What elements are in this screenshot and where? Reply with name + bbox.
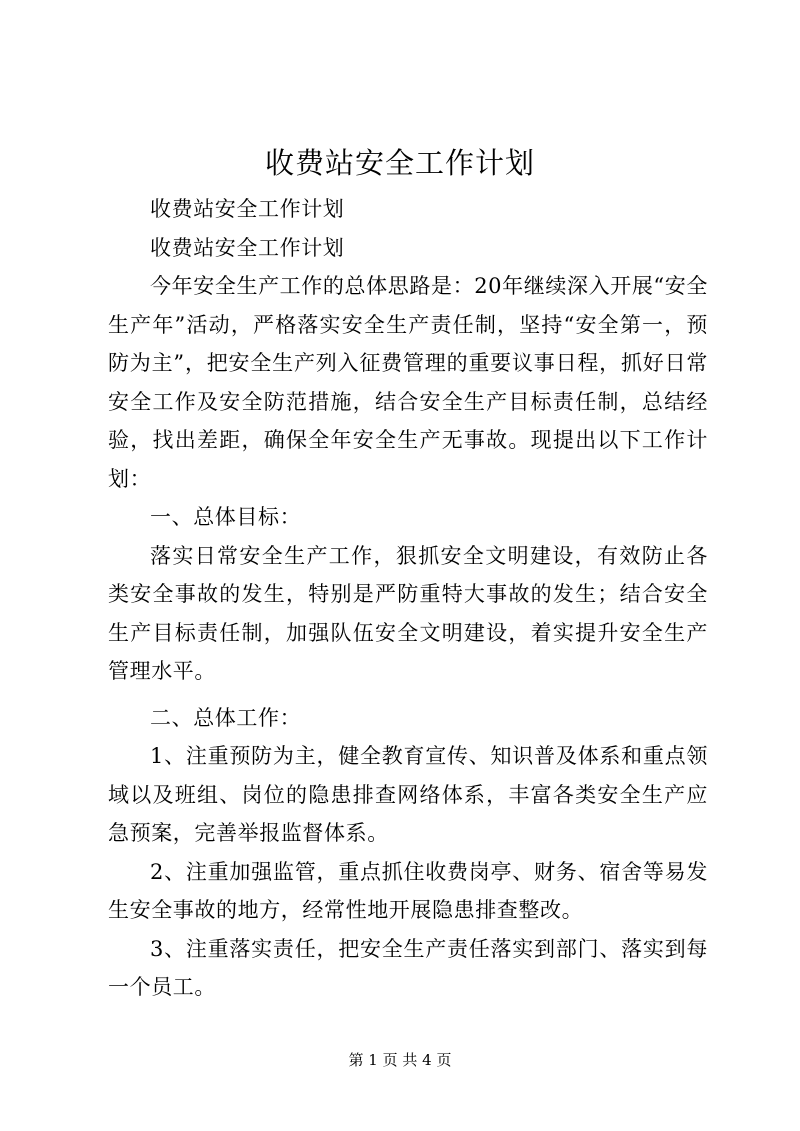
- section-heading-work: 二、总体工作：: [150, 705, 302, 730]
- paragraph-goals: 落实日常安全生产工作，狠抓安全文明建设，有效防止各类安全事故的发生，特别是严防重特大事故的发生；结合安全生产目标责任制，加强队伍安全文明建设，着实提升安全生产管理水平。: [108, 543, 708, 683]
- paragraph-subtitle-2: 收费站安全工作计划: [150, 235, 345, 260]
- paragraph-work-item-3: 3、注重落实责任，把安全生产责任落实到部门、落实到每一个员工。: [108, 936, 708, 999]
- paragraph-subtitle-1: 收费站安全工作计划: [150, 197, 345, 221]
- section-heading-goals: 一、总体目标：: [150, 505, 302, 529]
- document-title: 收费站安全工作计划: [264, 146, 535, 180]
- paragraph-work-item-1: 1、注重预防为主，健全教育宣传、知识普及体系和重点领域以及班组、岗位的隐患排查网络体系，丰富各类安全生产应急预案，完善举报监督体系。: [108, 744, 708, 845]
- document-body: [108, 190, 708, 1007]
- paragraph-intro: 今年安全生产工作的总体思路是：20年继续深入开展“安全生产年”活动，严格落实安全生产责任制，坚持“安全第一，预防为主”，把安全生产列入征费管理的重要议事日程，抓好日常安全工作及安全防范措施，结合安全生产目标责任制，总结经验，找出差距，确保全年安全生产无事故。现提出以下工作计划：: [108, 274, 708, 491]
- paragraph-work-item-2: 2、注重加强监管，重点抓住收费岗亭、财务、宿舍等易发生安全事故的地方，经常性地开展隐患排查整改。: [108, 859, 708, 922]
- page-number-footer: 第 1 页 共 4 页: [348, 1051, 452, 1069]
